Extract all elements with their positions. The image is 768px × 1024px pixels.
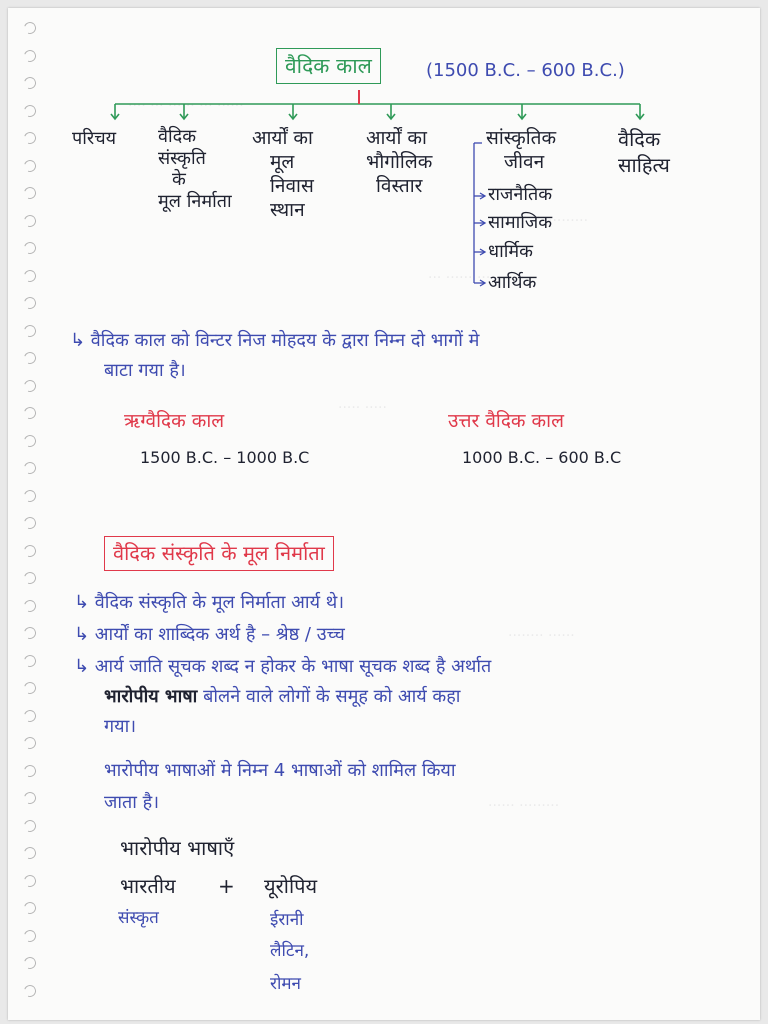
point-language-line2 xyxy=(104,686,460,709)
main-title: वैदिक काल xyxy=(285,54,372,78)
sub-branch-social: सामाजिक xyxy=(488,212,553,233)
point-meaning: ↳ आर्यों का शाब्दिक अर्थ है – श्रेष्ठ / उच्च xyxy=(74,624,345,645)
division-note-line2: बाटा गया है। xyxy=(104,360,186,381)
division-note-line1: ↳ वैदिक काल को विन्टर निज मोहदय के द्वारा निम्न दो भागों मे xyxy=(70,330,480,351)
section-heading-box xyxy=(104,536,334,571)
indo-european-language-term: भारोपीय भाषा xyxy=(104,686,198,707)
point-language-line1: ↳ आर्य जाति सूचक शब्द न होकर के भाषा सूचक शब्द है अर्थात xyxy=(74,656,492,677)
title-dates: (1500 B.C. – 600 B.C.) xyxy=(426,60,625,81)
point-language-line2-rest: बोलने वाले लोगों के समूह को आर्य कहा xyxy=(203,686,461,707)
branch-cultural-life: सांस्कृतिक जीवन xyxy=(486,127,557,174)
sub-branch-political: राजनैतिक xyxy=(488,184,553,205)
languages-indian: भारतीय xyxy=(120,874,176,898)
sub-branch-religious: धार्मिक xyxy=(488,241,533,262)
languages-heading: भारोपीय भाषाएँ xyxy=(120,836,235,860)
point-language-line3: गया। xyxy=(104,716,137,737)
branch-geographic-expansion: आर्यों का भौगोलिक विस्तार xyxy=(366,127,433,198)
point-four-languages-line1: भारोपीय भाषाओं मे निम्न 4 भाषाओं को शामिल किया xyxy=(104,760,456,781)
main-title-box xyxy=(276,48,381,84)
period-later-vedic-range: 1000 B.C. – 600 B.C xyxy=(462,448,622,467)
section-heading: वैदिक संस्कृति के मूल निर्माता xyxy=(113,541,325,565)
period-rigvedic-range: 1500 B.C. – 1000 B.C xyxy=(140,448,310,467)
languages-iranian: ईरानी xyxy=(270,910,304,930)
period-rigvedic-name: ऋग्वैदिक काल xyxy=(124,410,225,432)
languages-european: यूरोपिय xyxy=(264,874,318,898)
branch-vedic-literature: वैदिक साहित्य xyxy=(618,127,670,178)
languages-plus: + xyxy=(218,874,235,898)
languages-roman: रोमन xyxy=(270,974,301,994)
period-later-vedic-name: उत्तर वैदिक काल xyxy=(448,410,564,432)
branch-original-home: आर्यों का मूल निवास स्थान xyxy=(252,127,314,222)
sub-branch-economic: आर्थिक xyxy=(488,272,537,293)
notebook-page: ···· ··· ······ ··· ······ ········· ··· ······ ···· ····· ····· ········ ······ ······ ········· वैदिक काल (1500 B.C. – 600 B.C.) परिचय वैदिक संस्कृति के मूल निर्माता आर्यों का मूल निवास स्थान आर्यों का भौगोलिक विस्तार सांस्कृतिक जीवन वैदिक साहित्य राजनैतिक सामाजिक धार्मिक आर्थिक ↳ वैदिक काल को विन्टर निज मोहदय के द्वारा निम्न दो भागों मे बाटा गया है। ऋग्वैदिक काल 1500 B.C. – 1000 B.C उत्तर वैदिक काल 1000 B.C. – 600 B.C वैदिक संस्कृति के मूल निर्माता ↳ वैदिक संस्कृति के मूल निर्माता आर्य थे। ↳ आर्यों का शाब्दिक अर्थ है – श्रेष्ठ / उच्च ↳ आर्य जाति सूचक शब्द न होकर के भाषा सूचक शब्द है अर्थात भारोपीय भाषा बोलने वाले लोगों के समूह को आर्य कहा गया। भारोपीय भाषाओं मे निम्न 4 भाषाओं को शामिल किया जाता है। भारोपीय भाषाएँ भारतीय + यूरोपिय संस्कृत ईरानी लैटिन, रोमन xyxy=(8,8,760,1020)
languages-sanskrit: संस्कृत xyxy=(118,908,159,928)
languages-latin: लैटिन, xyxy=(270,941,310,961)
point-four-languages-line2: जाता है। xyxy=(104,792,160,813)
branch-founders: वैदिक संस्कृति के मूल निर्माता xyxy=(158,126,232,212)
point-founders: ↳ वैदिक संस्कृति के मूल निर्माता आर्य थे। xyxy=(74,592,345,613)
branch-intro: परिचय xyxy=(72,128,117,149)
